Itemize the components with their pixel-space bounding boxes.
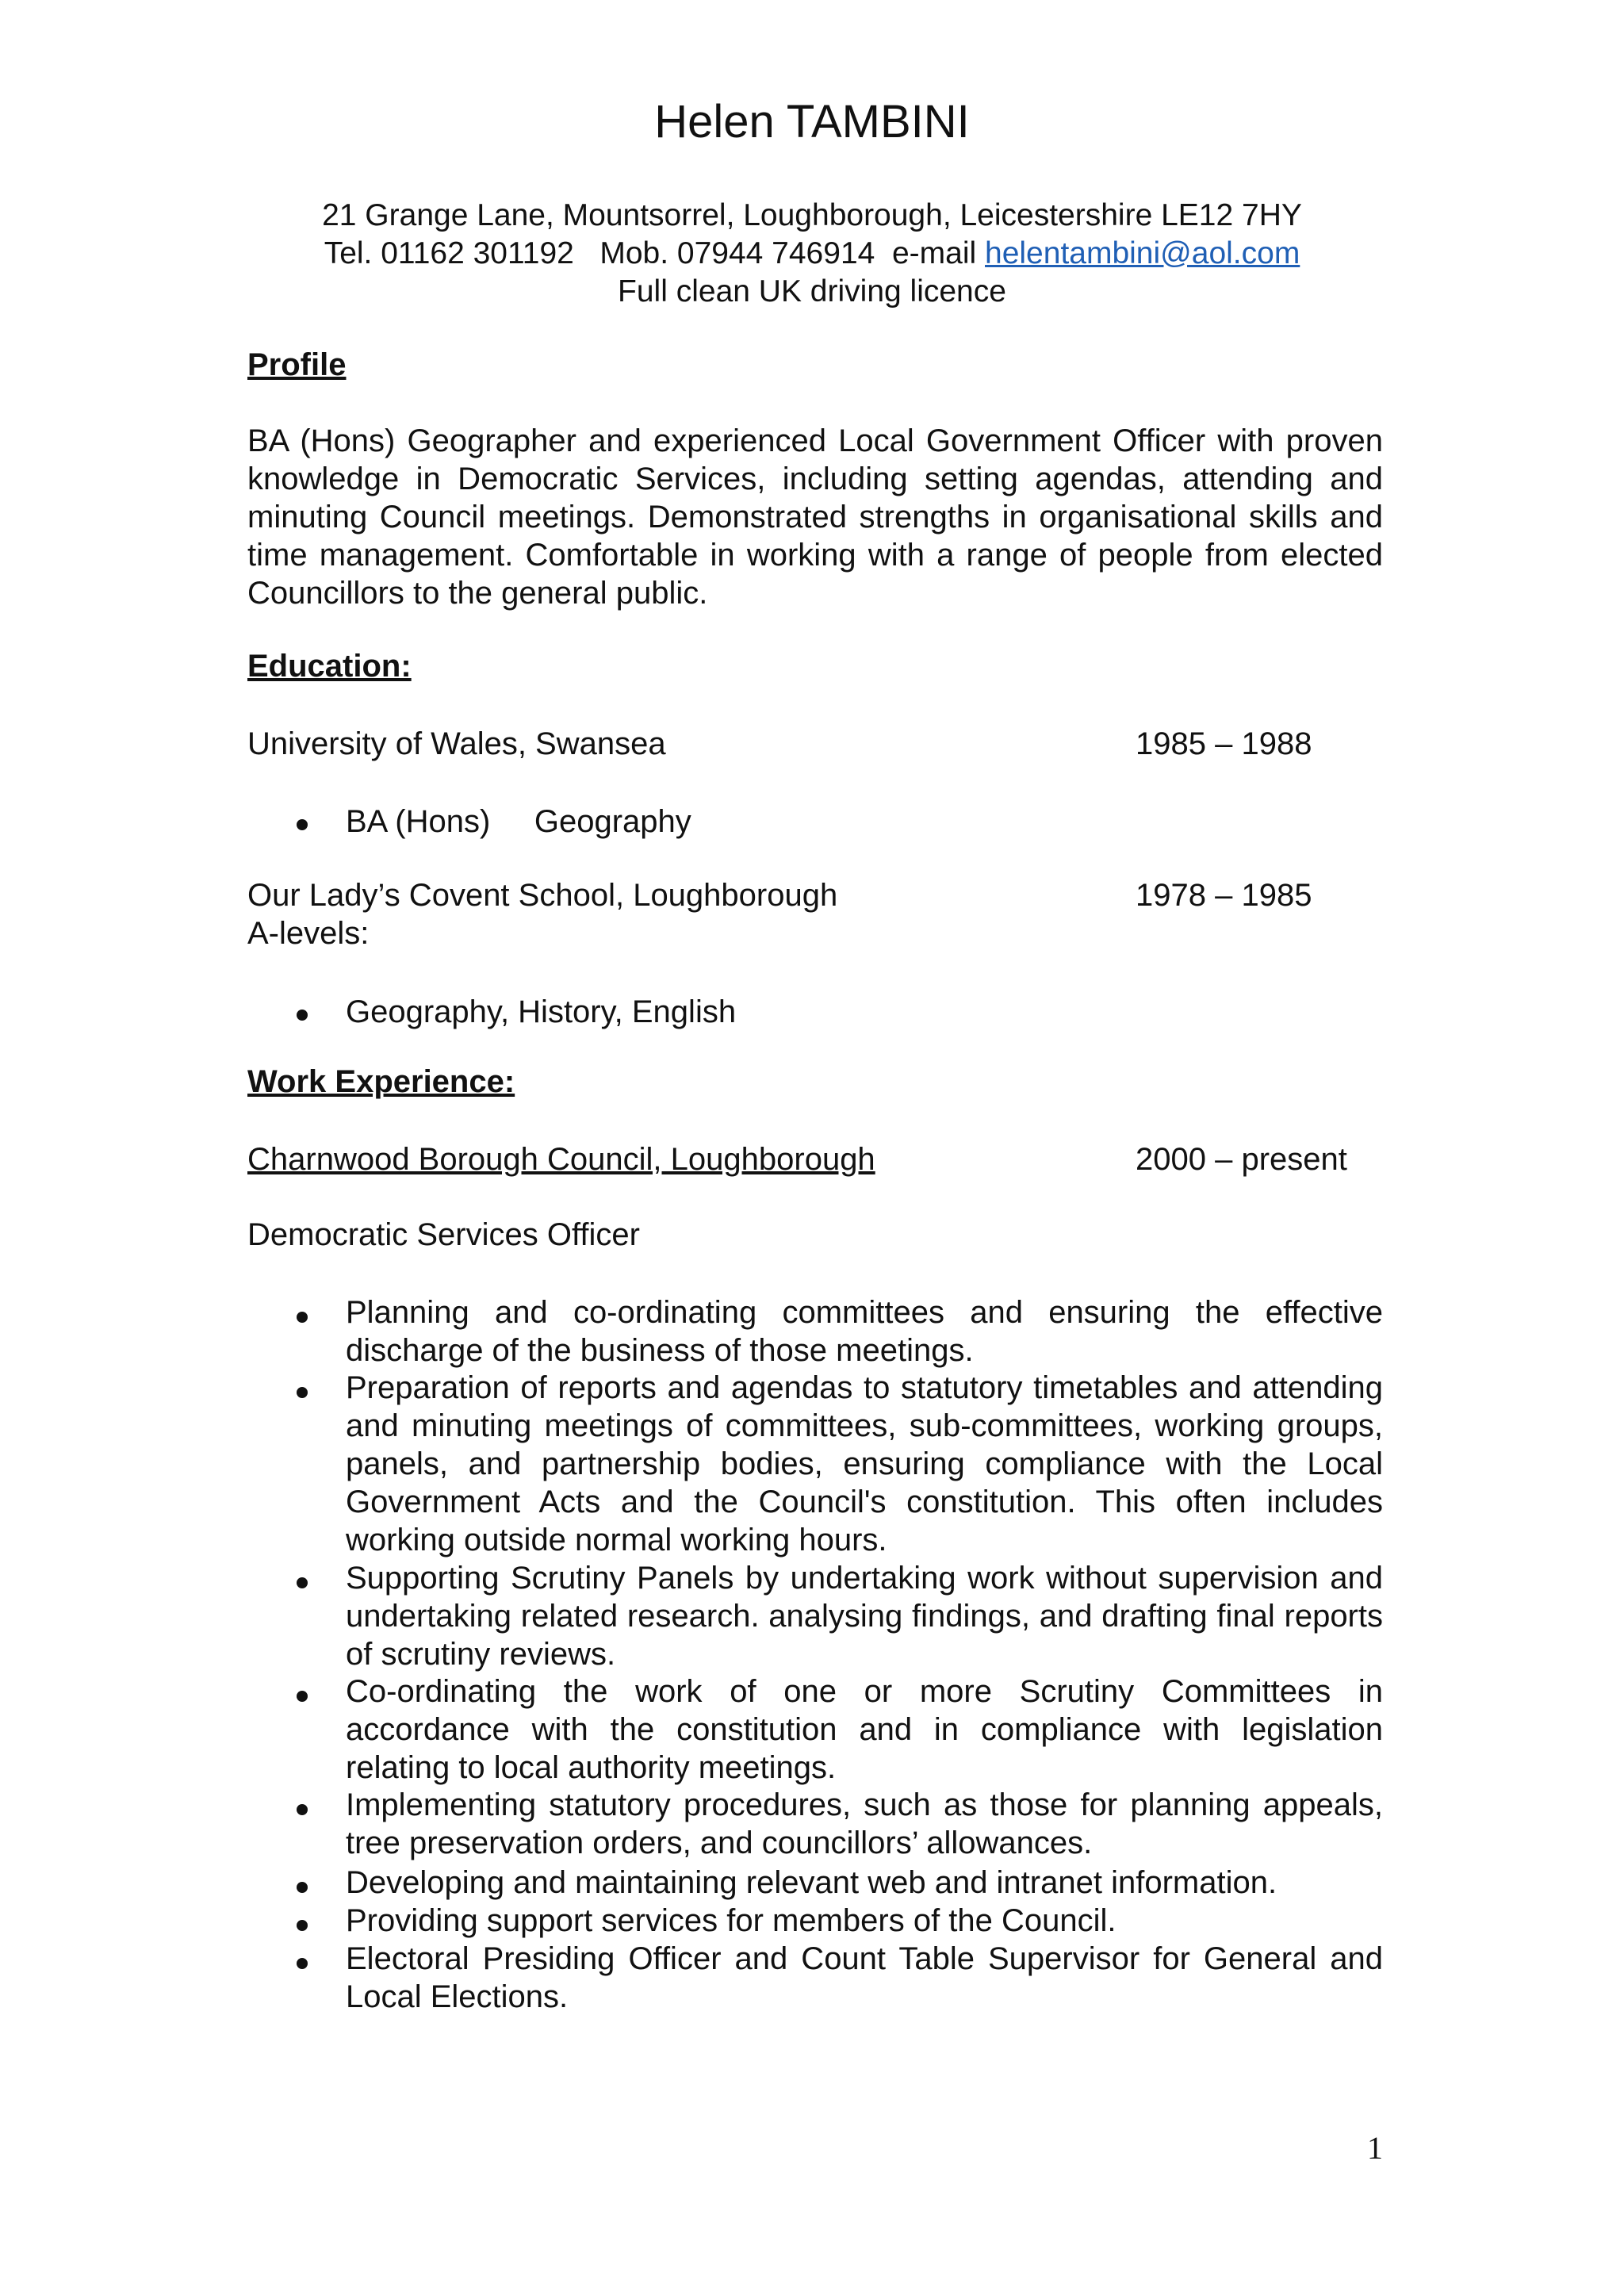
duty-item: Implementing statutory procedures, such as those for planning appeals, tree preservation orders, and councillors’ allowances. <box>346 1787 1383 1860</box>
duty-item: Planning and co-ordinating committees and ensuring the effective discharge of the business of those meetings. <box>346 1295 1383 1368</box>
education-qualification-1: BA (Hons) Geography <box>346 804 691 839</box>
bullet-icon <box>297 1010 308 1021</box>
education-institution-2: Our Lady’s Covent School, Loughborough <box>247 878 838 913</box>
work-dates: 2000 – present <box>1136 1142 1347 1177</box>
bullet-icon <box>297 819 308 830</box>
bullet-icon <box>297 1577 308 1588</box>
contact-line <box>0 235 1624 273</box>
bullet-icon <box>297 1312 308 1323</box>
work-employer: Charnwood Borough Council, Loughborough <box>247 1142 875 1177</box>
bullet-icon <box>297 1804 308 1815</box>
profile-heading: Profile <box>247 347 347 382</box>
work-role: Democratic Services Officer <box>247 1217 640 1252</box>
education-heading: Education: <box>247 649 412 684</box>
bullet-icon <box>297 1920 308 1931</box>
cv-name: Helen TAMBINI <box>654 96 970 148</box>
bullet-icon <box>297 1691 308 1702</box>
duty-item: Developing and maintaining relevant web and intranet information. <box>346 1865 1277 1900</box>
education-qualification-2: Geography, History, English <box>346 994 737 1029</box>
education-dates-2: 1978 – 1985 <box>1136 878 1312 913</box>
duty-item: Electoral Presiding Officer and Count Table Supervisor for General and Local Elections. <box>346 1941 1383 2014</box>
duty-item: Providing support services for members of the Council. <box>346 1903 1116 1938</box>
address-line: 21 Grange Lane, Mountsorrel, Loughborough, Leicestershire LE12 7HY <box>322 198 1302 232</box>
bullet-icon <box>297 1958 308 1969</box>
email-link[interactable]: helentambini@aol.com <box>985 236 1300 270</box>
bullet-icon <box>297 1882 308 1893</box>
duty-item: Preparation of reports and agendas to statutory timetables and attending and minuting meetings of committees, sub-committees, working groups, panels, and partnership bodies, ensuring compliance with the Local Government Acts and the Council's constitution. This often includes working outside normal working hours. <box>346 1370 1383 1557</box>
licence-line: Full clean UK driving licence <box>618 274 1006 308</box>
duty-item: Co-ordinating the work of one or more Scrutiny Committees in accordance with the constitution and in compliance with legislation relating to local authority meetings. <box>346 1674 1383 1785</box>
duty-item: Supporting Scrutiny Panels by undertaking work without supervision and undertaking related research. analysing findings, and drafting final reports of scrutiny reviews. <box>346 1561 1383 1672</box>
education-institution-1: University of Wales, Swansea <box>247 726 666 761</box>
bullet-icon <box>297 1387 308 1398</box>
education-dates-1: 1985 – 1988 <box>1136 726 1312 761</box>
page-number: 1 <box>1367 2130 1383 2166</box>
education-sublabel-2: A-levels: <box>247 916 370 951</box>
work-heading: Work Experience: <box>247 1064 515 1099</box>
phone-numbers: Tel. 01162 301192 Mob. 07944 746914 e-mail <box>324 236 986 270</box>
profile-text: BA (Hons) Geographer and experienced Local Government Officer with proven knowledge in Democratic Services, including setting agendas, attending and minuting Council meetings. Demonstrated strengths in organisational skills and time management. Comfortable in working with a range of people from elected Councillors to the general public. <box>247 423 1383 611</box>
